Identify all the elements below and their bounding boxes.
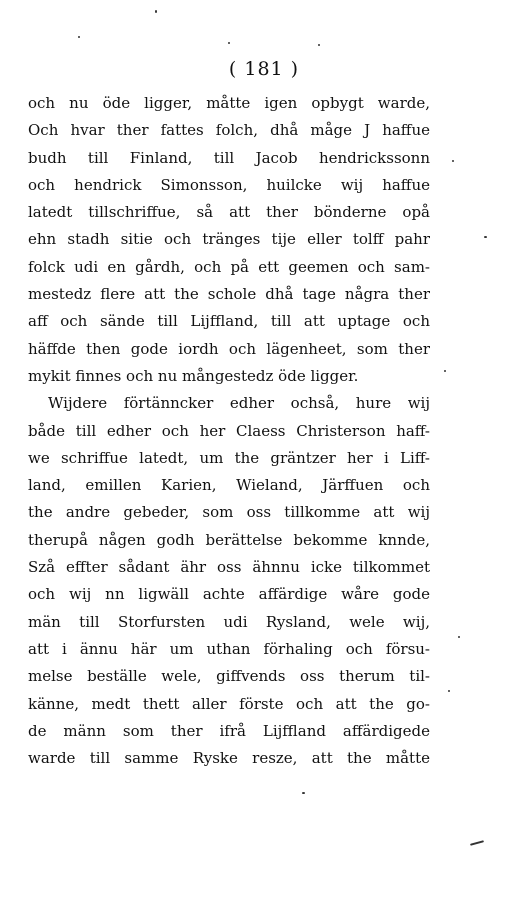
text-line: aff och sände till Lijffland, till att uptage och xyxy=(28,312,430,331)
text-line: latedt tillschriffue, så att ther bönderne opå xyxy=(28,203,430,222)
scan-speck xyxy=(458,636,460,638)
text-line: ehn stadh sitie och tränges tije eller tolff pahr xyxy=(28,230,430,249)
scan-speck xyxy=(484,236,487,238)
text-line: folck udi en gårdh, och på ett geemen och sam- xyxy=(28,257,430,276)
scan-speck xyxy=(448,690,450,692)
scan-speck xyxy=(470,840,484,846)
scan-speck xyxy=(318,44,320,46)
text-line: mestedz flere att the schole dhå tage några ther xyxy=(28,285,430,304)
text-line: känne, medt thett aller förste och att the go- xyxy=(28,694,430,713)
text-line: therupå någen godh berättelse bekomme knnde, xyxy=(28,530,430,549)
text-line: Wijdere förtänncker edher ochså, hure wij xyxy=(48,394,430,413)
text-line: melse beställe wele, giffvends oss therum til- xyxy=(28,667,430,686)
scan-speck xyxy=(302,792,305,794)
scan-speck xyxy=(228,42,230,44)
text-line: de männ som ther ifrå Lijffland affärdigede xyxy=(28,721,430,740)
text-line: mykit finnes och nu mångestedz öde ligger. xyxy=(28,366,359,385)
scan-speck xyxy=(155,10,157,13)
page-number: ( 181 ) xyxy=(228,58,300,80)
text-line: land, emillen Karien, Wieland, Järffuen och xyxy=(28,476,430,495)
text-line: Szå effter sådant ähr oss ähnnu icke tilkommet xyxy=(28,558,430,577)
text-line: we schriffue latedt, um the gräntzer her i Liff- xyxy=(28,448,430,467)
body-text xyxy=(28,90,430,772)
text-line: män till Storfursten udi Rysland, wele wij, xyxy=(28,612,430,631)
text-line: Och hvar ther fattes folch, dhå måge J haffue xyxy=(28,121,430,140)
text-line: budh till Finland, till Jacob hendrickssonn xyxy=(28,148,430,167)
scan-speck xyxy=(452,160,454,162)
text-line: och nu öde ligger, måtte igen opbygt warde, xyxy=(28,94,430,112)
text-line: och wij nn ligwäll achte affärdige wåre gode xyxy=(28,585,430,604)
text-line: warde till samme Ryske resze, att the måtte xyxy=(28,749,430,768)
text-line: the andre gebeder, som oss tillkomme att wij xyxy=(28,503,430,522)
scan-speck xyxy=(444,370,446,372)
text-line: och hendrick Simonsson, huilcke wij haffue xyxy=(28,175,430,194)
scan-speck xyxy=(78,36,80,38)
text-line: att i ännu här um uthan förhaling och försu- xyxy=(28,639,430,658)
text-line: både till edher och her Claess Christerson haff- xyxy=(28,421,430,440)
text-line: häffde then gode iordh och lägenheet, som ther xyxy=(28,339,430,358)
